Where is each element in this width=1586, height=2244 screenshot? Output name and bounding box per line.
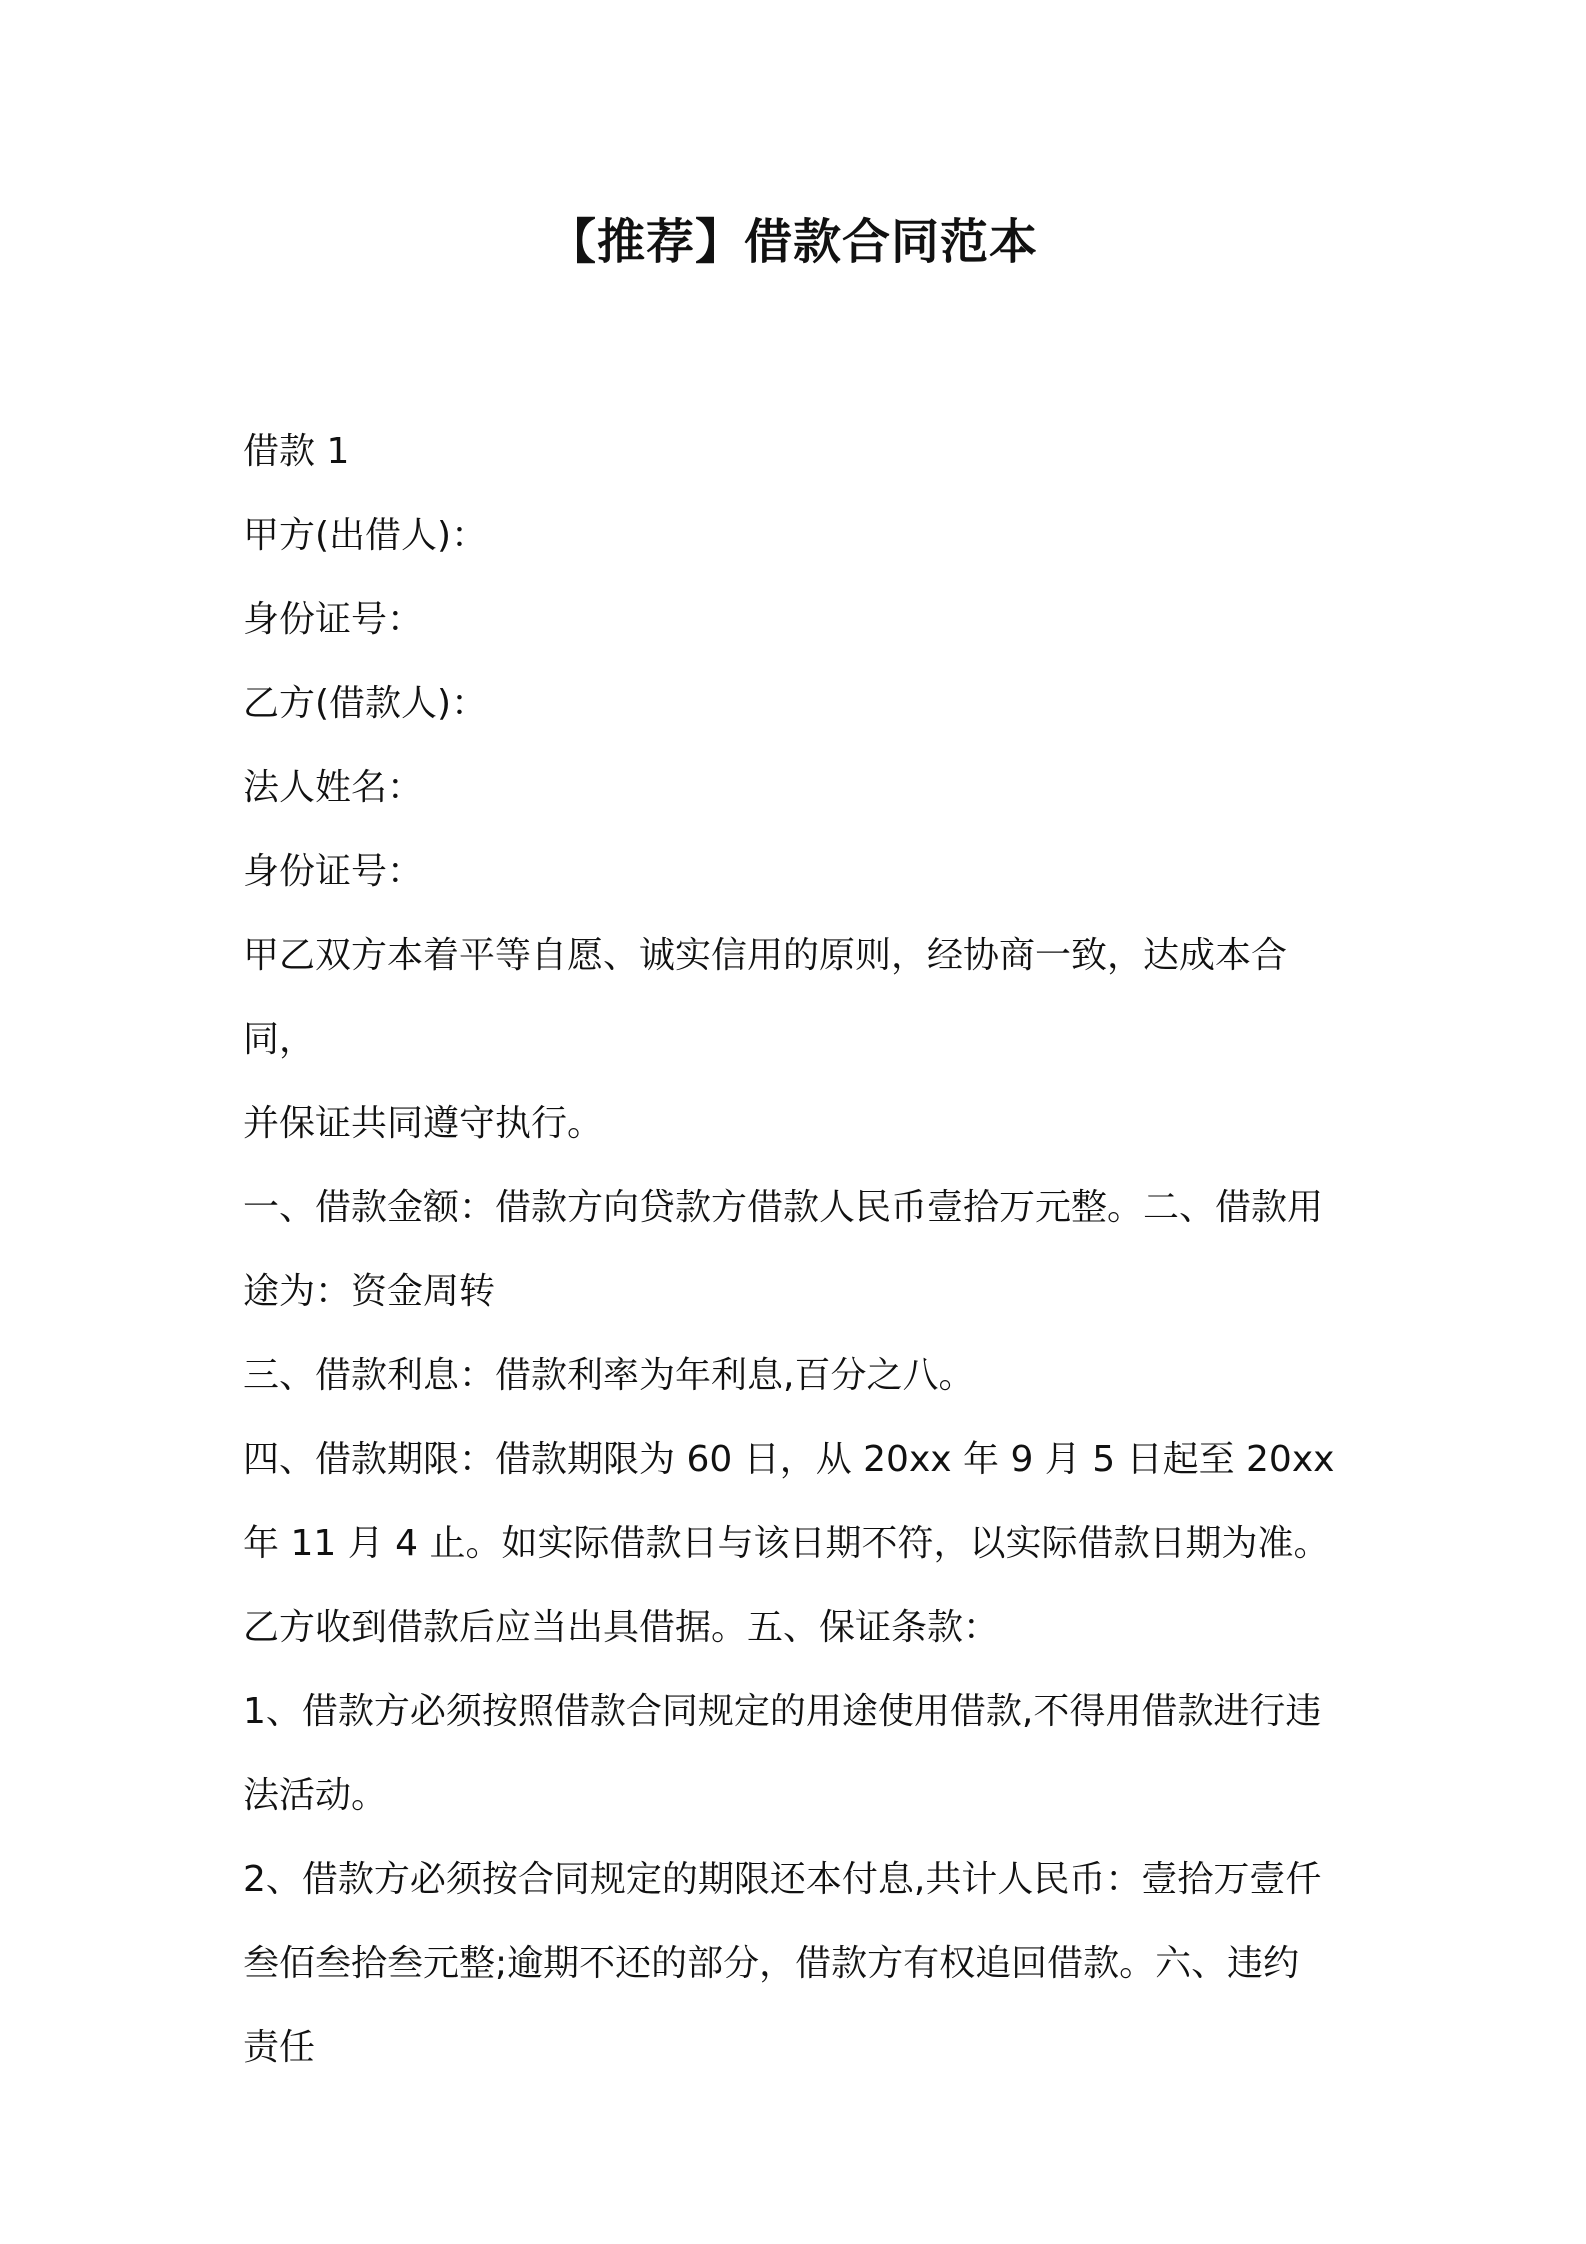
document-body	[243, 410, 1353, 2090]
body-line: 身份证号：	[243, 851, 424, 892]
body-line: 途为：资金周转	[243, 1271, 496, 1312]
body-line: 借款 1	[243, 431, 350, 472]
body-line: 年 11 月 4 止。如实际借款日与该日期不符，以实际借款日期为准。	[243, 1523, 1330, 1564]
body-line: 叁佰叁拾叁元整;逾期不还的部分，借款方有权追回借款。六、违约	[243, 1943, 1300, 1984]
body-line: 法人姓名：	[243, 767, 424, 808]
document-title: 【推荐】借款合同范本	[547, 214, 1038, 270]
body-line: 乙方(借款人)：	[243, 683, 488, 724]
body-line: 2、借款方必须按合同规定的期限还本付息,共计人民币：壹拾万壹仟	[243, 1859, 1322, 1900]
body-line: 并保证共同遵守执行。	[243, 1103, 604, 1144]
body-line: 身份证号：	[243, 599, 424, 640]
body-line: 甲乙双方本着平等自愿、诚实信用的原则，经协商一致，达成本合同，	[243, 935, 1288, 1060]
body-line: 法活动。	[243, 1775, 388, 1816]
body-line: 一、借款金额：借款方向贷款方借款人民币壹拾万元整。二、借款用	[243, 1187, 1324, 1228]
body-line: 1、借款方必须按照借款合同规定的用途使用借款,不得用借款进行违	[243, 1691, 1322, 1732]
body-line: 四、借款期限：借款期限为 60 日，从 20xx 年 9 月 5 日起至 20xx	[243, 1439, 1335, 1480]
body-line: 三、借款利息：借款利率为年利息,百分之八。	[243, 1355, 975, 1396]
body-line: 责任	[243, 2027, 316, 2068]
body-line: 甲方(出借人)：	[243, 515, 488, 556]
body-line: 乙方收到借款后应当出具借据。五、保证条款：	[243, 1607, 1000, 1648]
